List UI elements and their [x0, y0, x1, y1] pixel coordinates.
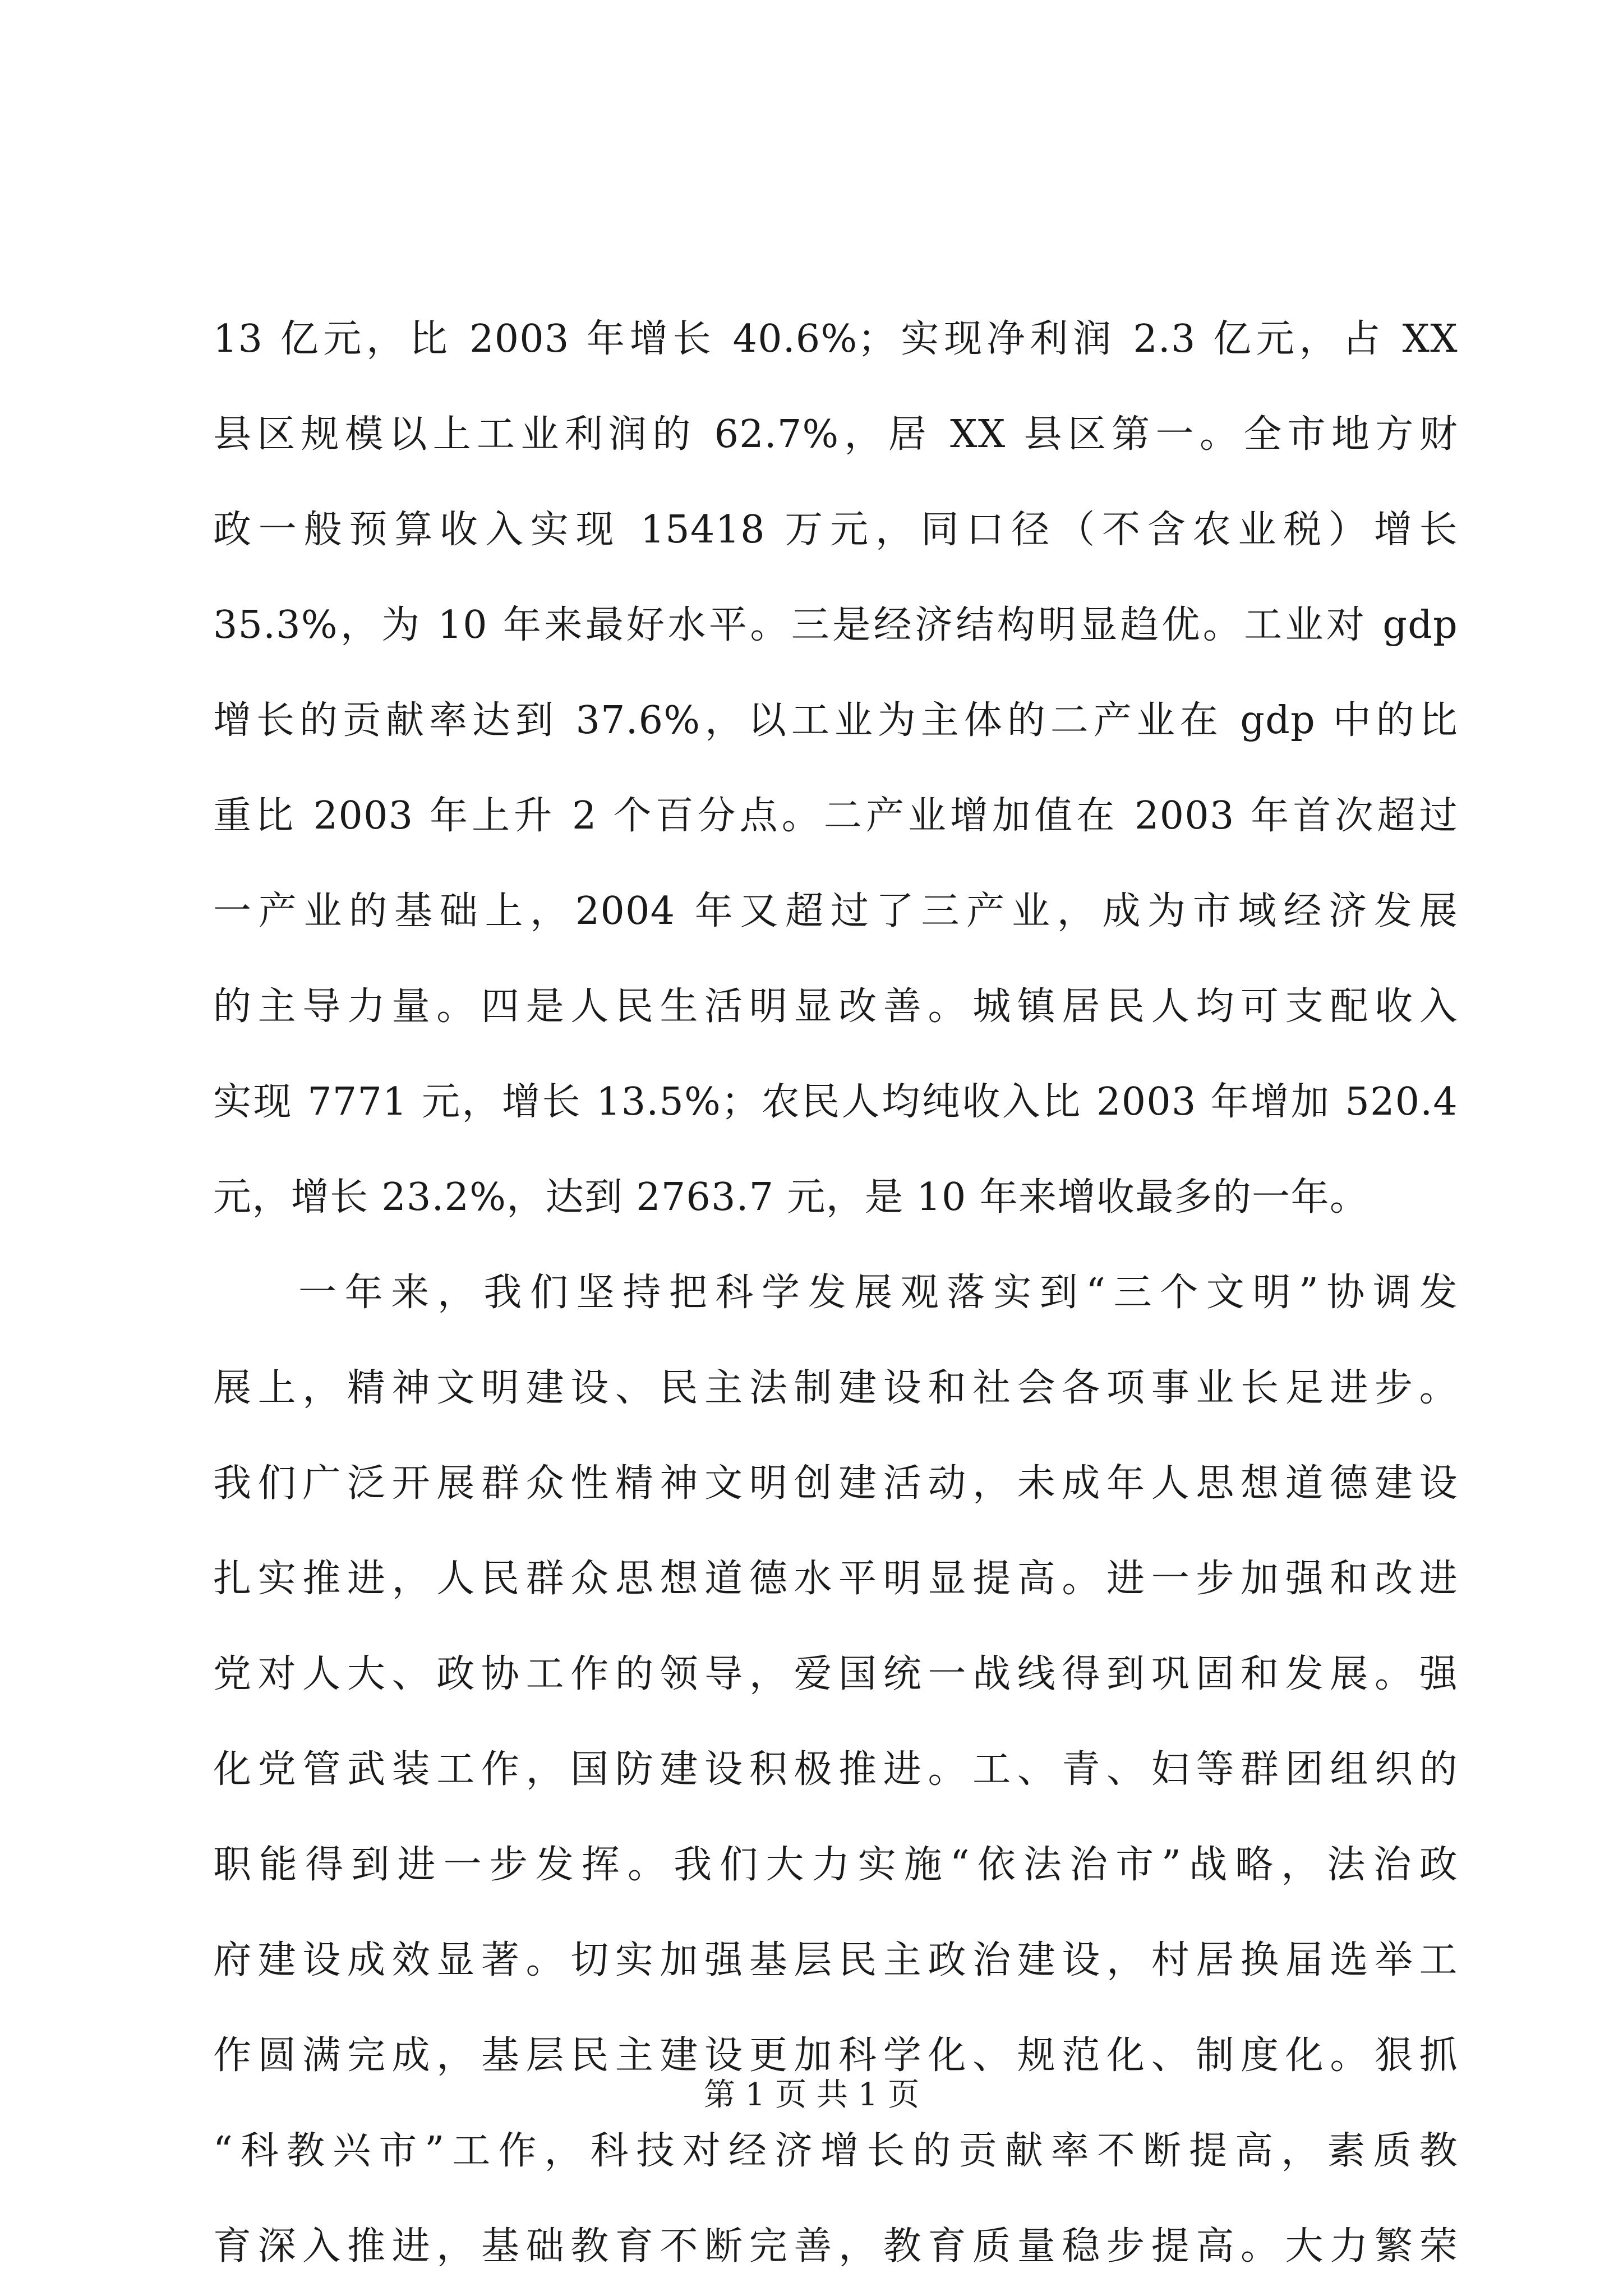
paragraph-first-line: 一年来，我们坚持把科学发展观落实到“三个文明”协调发 [298, 1271, 1458, 1315]
text-line: 化党管武装工作，国防建设积极推进。工、青、妇等群团组织的 [213, 1747, 1458, 1792]
text-line: 实现 7771 元，增长 13.5%；农民人均纯收入比 2003 年增加 520.4 [213, 1080, 1458, 1124]
text-line: 一产业的基础上，2004 年又超过了三产业，成为市域经济发展 [213, 889, 1458, 933]
text-line: 党对人大、政协工作的领导，爱国统一战线得到巩固和发展。强 [213, 1652, 1458, 1696]
text-line: 职能得到进一步发挥。我们大力实施“依法治市”战略，法治政 [213, 1843, 1458, 1887]
text-line: 展上，精神文明建设、民主法制建设和社会各项事业长足进步。 [213, 1366, 1458, 1410]
text-line: 扎实推进，人民群众思想道德水平明显提高。进一步加强和改进 [213, 1557, 1458, 1601]
text-line: 重比 2003 年上升 2 个百分点。二产业增加值在 2003 年首次超过 [213, 794, 1458, 838]
text-line: 13 亿元，比 2003 年增长 40.6%；实现净利润 2.3 亿元，占 XX [213, 317, 1458, 361]
body-text [213, 292, 1458, 2294]
text-line: 府建设成效显著。切实加强基层民主政治建设，村居换届选举工 [213, 1938, 1458, 1982]
page-number-footer: 第 1 页 共 1 页 [703, 2077, 920, 2113]
text-line: “科教兴市”工作，科技对经济增长的贡献率不断提高，素质教 [213, 2129, 1458, 2173]
text-line: 元，增长 23.2%，达到 2763.7 元，是 10 年来增收最多的一年。 [213, 1175, 1369, 1220]
text-line: 我们广泛开展群众性精神文明创建活动，未成年人思想道德建设 [213, 1461, 1458, 1506]
text-line: 35.3%，为 10 年来最好水平。三是经济结构明显趋优。工业对 gdp [213, 603, 1458, 647]
text-line: 政一般预算收入实现 15418 万元，同口径（不含农业税）增长 [213, 508, 1458, 552]
text-line: 育深入推进，基础教育不断完善，教育质量稳步提高。大力繁荣 [213, 2224, 1458, 2269]
text-line: 的主导力量。四是人民生活明显改善。城镇居民人均可支配收入 [213, 984, 1458, 1029]
text-line: 县区规模以上工业利润的 62.7%，居 XX 县区第一。全市地方财 [213, 412, 1458, 457]
text-line: 增长的贡献率达到 37.6%，以工业为主体的二产业在 gdp 中的比 [213, 698, 1458, 743]
text-line: 作圆满完成，基层民主建设更加科学化、规范化、制度化。狠抓 [213, 2033, 1458, 2078]
